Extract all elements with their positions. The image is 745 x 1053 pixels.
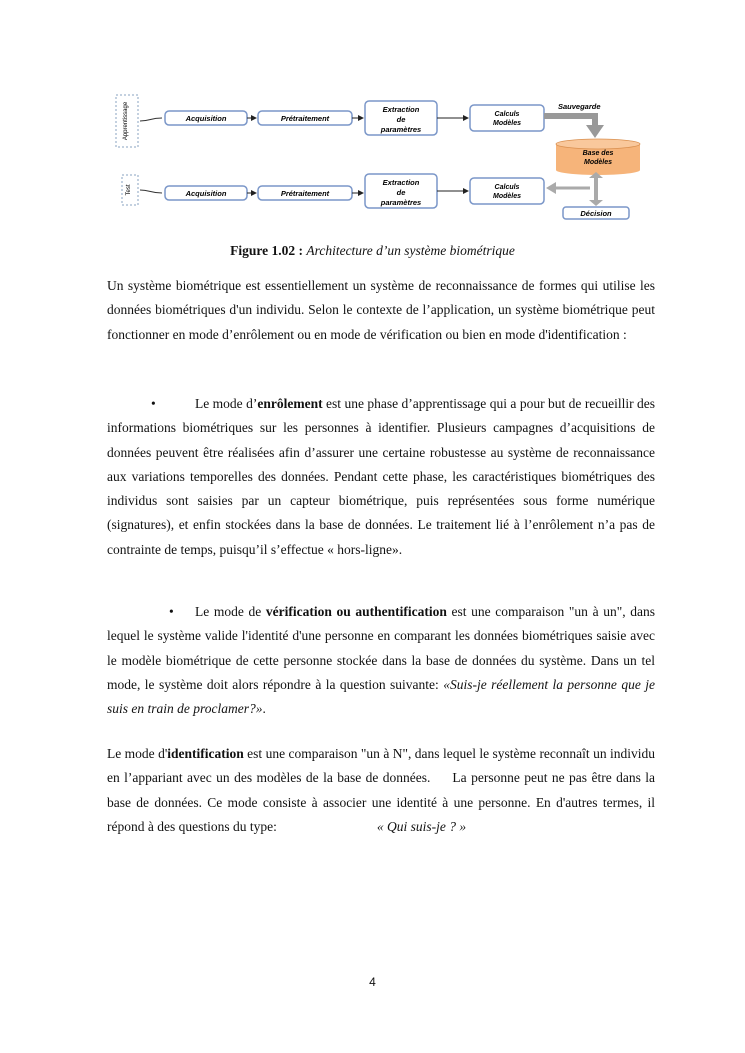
base-text-b: Modèles [583,159,613,166]
brace-1 [140,118,162,121]
brace-2 [140,190,162,193]
sauvegarde-text: Sauvegarde [558,102,601,111]
decision-text: Décision [580,209,612,218]
sauvegarde-arrow-head [586,125,604,138]
identification-pre: Le mode d' [107,746,168,761]
enrolement-pre: Le mode d’ [195,396,258,411]
calculs-box-2 [470,178,544,204]
identification-mid2: La personne peut ne pas être dans la base de données. Ce mode consiste à associer une identité à une personne. En d'autres termes, il répond à des questions du type: [107,770,656,834]
database-bottom [556,165,640,175]
extraction-text-1b: de [396,115,406,124]
bullet-1: • [151,396,156,411]
paragraph-intro: Un système biométrique est essentiellement un système de reconnaissance de formes qui utilise les données biométriques d'un individu. Selon le contexte de l’application, un système biométrique peut fonctionner en mode d’enrôlement ou en mode de vérification ou bien en mode d'identification : [107,278,655,342]
bullet-2: • [169,604,174,619]
acquisition-text-1: Acquisition [185,114,227,123]
extraction-text-1a: Extraction [382,105,420,114]
identification-mid: est une comparaison "un à N", dans lequel le système reconnaît un individu en l’appariant avec un des modèles de la base de données. [107,746,656,786]
paragraph-identification [107,742,655,839]
verification-pre: Le mode de [195,604,266,619]
verification-end: . [262,701,266,717]
compare-arrow-head [546,182,556,194]
decision-arrow-down [589,200,603,206]
pretraitement-text-2: Prétraitement [280,189,330,198]
extraction-text-1c: paramètres [380,125,422,134]
extraction-text-2a: Extraction [382,178,420,187]
figure-title: Architecture d’un système biométrique [306,243,515,258]
calculs-text-1a: Calculs [494,111,520,118]
page-number: 4 [369,975,376,989]
extraction-text-2b: de [396,188,406,197]
pretraitement-text-1: Prétraitement [280,114,330,123]
calculs-text-1b: Modèles [492,120,522,127]
verification-question: «Suis-je réellement la personne que je suis en train de proclamer?» [107,676,655,717]
test-label: Test [126,184,132,196]
enrolement-post: est une phase d’apprentissage qui a pour but de recueillir des informations biométriques sur les personnes à identifier. Plusieurs campagnes d’acquisitions de données peuvent être réalisées afin d’assurer une certaine robustesse au système de reconnaissance aux variations temporelles des données. Pendant cette phase, les caractéristiques biométriques des individus sont saisies par un capteur biométrique, puis représentées sous forme numérique (signatures), et enfin stockées dans la base de données. Le traitement lié à l’enrôlement n’a pas de contrainte de temps, puisqu’il s’effectue « hors-ligne». [107,396,656,557]
paragraph-enrolement [107,392,655,562]
acquisition-text-2: Acquisition [185,189,227,198]
biometric-architecture-diagram [110,92,650,222]
calculs-box-1 [470,105,544,131]
figure-label: Figure 1.02 : [230,243,303,258]
calculs-text-2a: Calculs [494,184,520,191]
enrolement-bold: enrôlement [257,396,323,411]
verification-post: est une comparaison "un à un", dans lequel le système valide l'identité d'une personne en comparant les données biométriques saisie avec le modèle biométrique de cette personne stockée dans la base de données du système. Dans un tel mode, le système doit alors répondre à la question suivante: [107,604,655,692]
identification-bold: identification [167,746,244,761]
identification-question: « Qui suis-je ? » [376,818,467,834]
extraction-text-2c: paramètres [380,198,422,207]
figure-caption [0,243,745,259]
base-text-a: Base des [582,150,614,157]
calculs-text-2b: Modèles [492,193,522,200]
apprentissage-label: Apprentissage [123,101,129,141]
sauvegarde-arrow-stem [544,116,595,126]
paragraph-verification [107,600,655,721]
database-top [556,139,640,149]
verification-bold: vérification ou authentification [265,604,447,619]
